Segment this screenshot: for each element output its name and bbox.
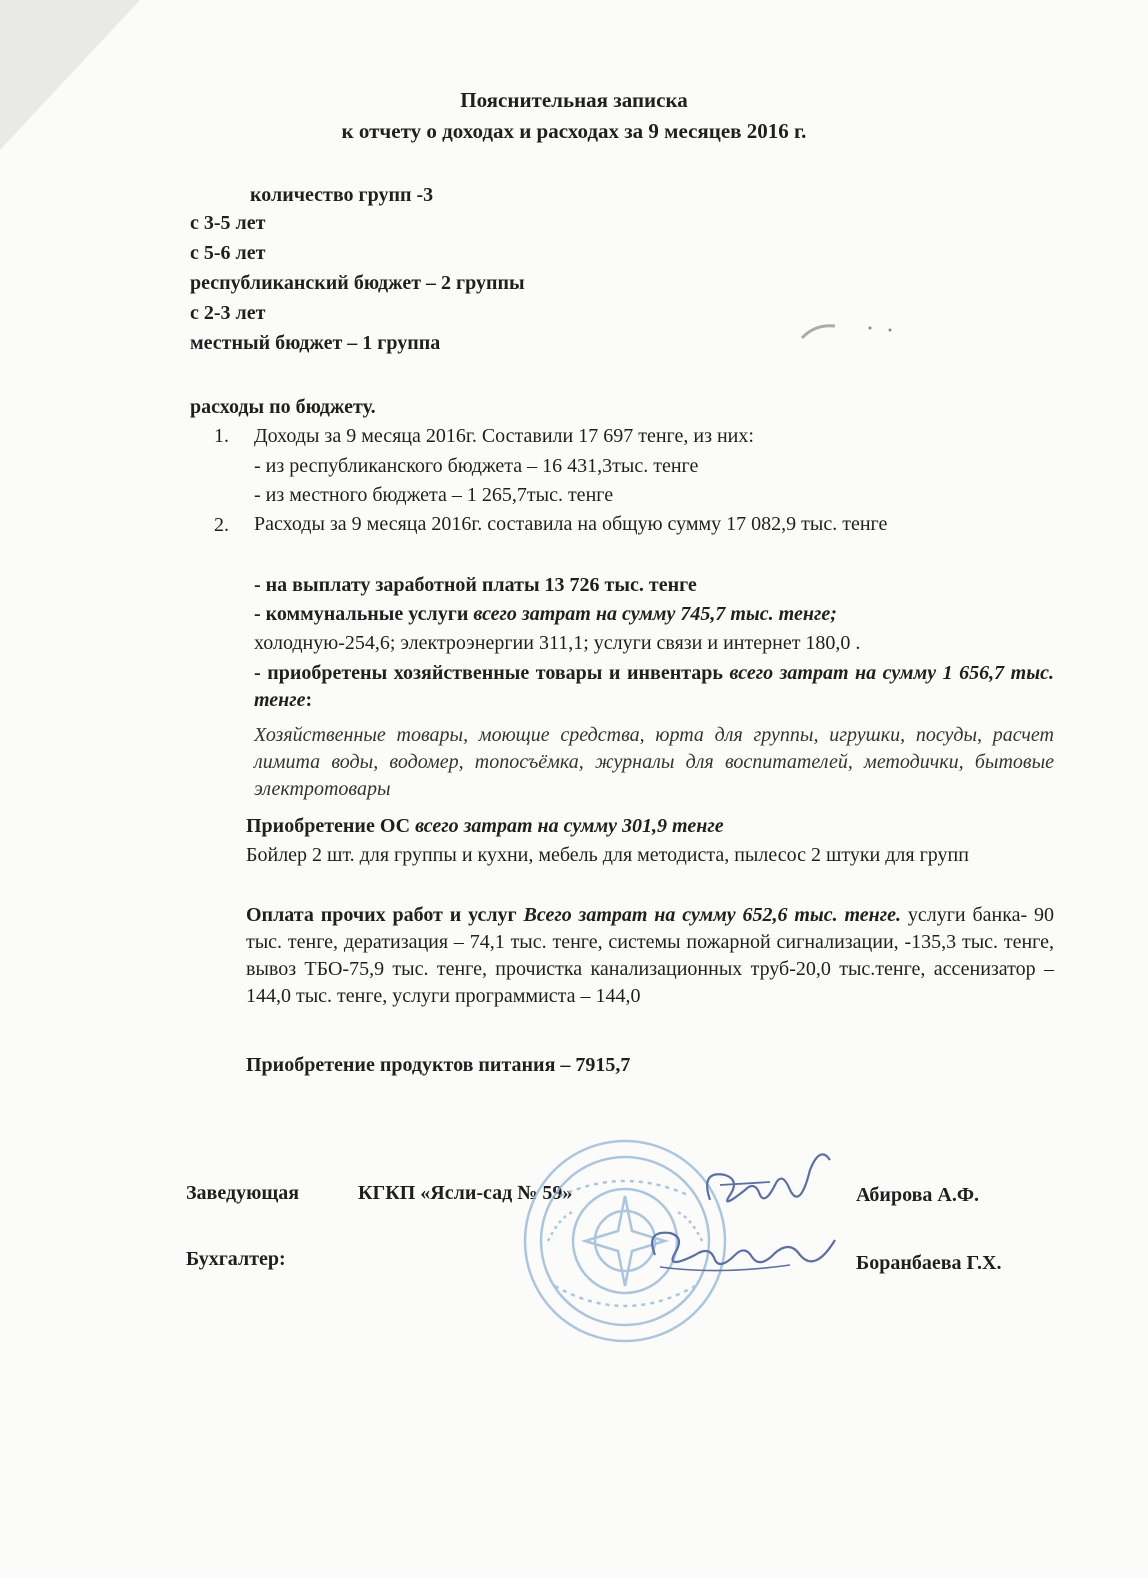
utilities-label: - коммунальные услуги	[254, 603, 469, 625]
age-range-2: с 5-6 лет	[190, 242, 266, 264]
group-count: количество групп -3	[250, 184, 434, 206]
age-range-3: с 2-3 лет	[190, 302, 266, 324]
household-detail: Хозяйственные товары, моющие средства, юрта для группы, игрушки, посуды, расчет лимита воды, водомер, топосъёмка, журналы для воспитателей, методички, бытовые электротовары	[254, 724, 1054, 800]
household-line	[254, 660, 1054, 714]
household-colon: :	[305, 689, 313, 711]
section-heading: расходы по бюджету.	[190, 396, 376, 418]
document-subtitle: к отчету о доходах и расходах за 9 месяцев 2016 г.	[341, 119, 807, 143]
accountant-name: Боранбаева Г.Х.	[856, 1252, 1002, 1274]
item-1-sub-local: - из местного бюджета – 1 265,7тыс. тенге	[254, 484, 614, 506]
salary-line: - на выплату заработной платы 13 726 тыс. тенге	[254, 574, 697, 596]
other-services-line	[246, 902, 1054, 1010]
item-1-sub-republican: - из республиканского бюджета – 16 431,3тыс. тенге	[254, 455, 699, 477]
fixed-assets-total: всего затрат на сумму 301,9 тенге	[415, 815, 724, 837]
household-total: всего затрат на сумму 1 656,7 тыс. тенге	[254, 662, 1054, 711]
local-budget: местный бюджет – 1 группа	[190, 332, 441, 354]
pencil-mark-icon	[800, 316, 900, 346]
organization-name: КГКП «Ясли-сад № 59»	[358, 1182, 573, 1204]
utilities-total: всего затрат на сумму 745,7 тыс. тенге;	[473, 603, 837, 625]
utilities-detail: холодную-254,6; электроэнергии 311,1; услуги связи и интернет 180,0 .	[254, 632, 861, 654]
fixed-assets-label: Приобретение ОС	[246, 815, 411, 837]
head-name: Абирова А.Ф.	[856, 1184, 979, 1206]
item-2-number: 2.	[214, 514, 229, 536]
item-1-number: 1.	[214, 425, 229, 447]
other-services-total: Всего затрат на сумму 652,6 тыс. тенге.	[523, 904, 902, 926]
document-title: Пояснительная записка	[460, 88, 688, 112]
age-range-1: с 3-5 лет	[190, 212, 266, 234]
fixed-assets-detail: Бойлер 2 шт. для группы и кухни, мебель для методиста, пылесос 2 штуки для групп	[246, 844, 969, 866]
republican-budget: республиканский бюджет – 2 группы	[190, 272, 525, 294]
household-label: - приобретены хозяйственные товары и инвентарь	[254, 662, 723, 684]
item-1-text: Доходы за 9 месяца 2016г. Составили 17 697 тенге, из них:	[254, 425, 754, 447]
other-services-label: Оплата прочих работ и услуг	[246, 904, 517, 926]
accountant-role: Бухгалтер:	[186, 1248, 286, 1270]
food-purchase-line: Приобретение продуктов питания – 7915,7	[246, 1054, 631, 1076]
other-services-detail: услуги банка- 90 тыс. тенге, дератизация – 74,1 тыс. тенге, системы пожарной сигнализации, -135,3 тыс. тенге, вывоз ТБО-75,9 тыс. тенге, прочистка канализационных труб-20,0 тыс.тенге, ассенизатор – 144,0 тыс. тенге, услуги программиста – 144,0	[246, 904, 1055, 1007]
fixed-assets-line	[246, 813, 724, 839]
item-2-text: Расходы за 9 месяца 2016г. составила на общую сумму 17 082,9 тыс. тенге	[254, 513, 888, 535]
utilities-line	[254, 601, 837, 627]
head-role: Заведующая	[186, 1182, 300, 1204]
accountant-signature-icon	[640, 1215, 840, 1295]
